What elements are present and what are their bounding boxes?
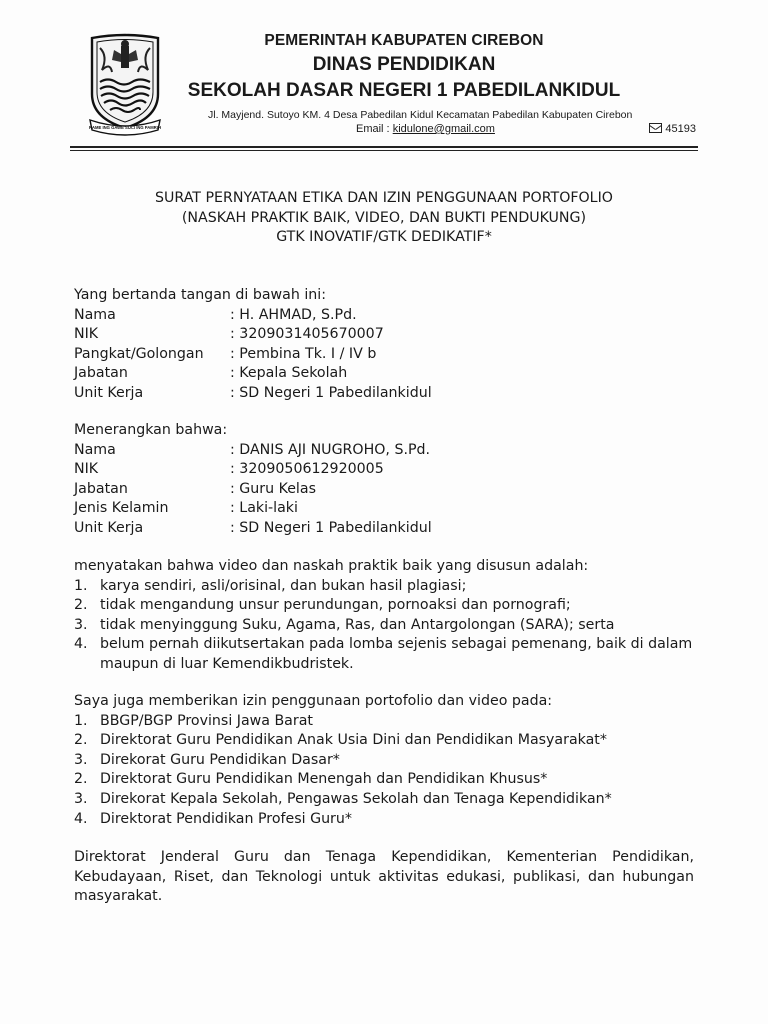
signer-field	[74, 306, 694, 326]
list-text: Direkorat Guru Pendidikan Dasar*	[100, 751, 340, 768]
subject-field	[74, 499, 694, 519]
field-label: Nama	[74, 306, 116, 323]
list-text: Direktorat Guru Pendidikan Anak Usia Dini dan Pendidikan Masyarakat*	[100, 732, 607, 749]
field-label: Nama	[74, 441, 116, 458]
list-item	[74, 790, 694, 810]
field-label: NIK	[74, 326, 99, 343]
list-number: 2.	[74, 597, 88, 614]
subject-field	[74, 441, 694, 461]
postal-code: 45193	[665, 123, 696, 135]
list-text: tidak mengandung unsur perundungan, pornoaksi dan pornografi;	[100, 597, 571, 614]
list-number: 2.	[74, 771, 88, 788]
list-item	[74, 635, 694, 674]
field-value: : SD Negeri 1 Pabedilankidul	[230, 519, 432, 536]
government-name: PEMERINTAH KABUPATEN CIREBON	[264, 32, 544, 49]
signer-field	[74, 384, 694, 404]
permission-intro: Saya juga memberikan izin penggunaan portofolio dan video pada:	[74, 693, 553, 709]
field-value: : Laki-laki	[230, 500, 298, 517]
list-text: BBGP/BGP Provinsi Jawa Barat	[100, 712, 313, 729]
school-address: Jl. Mayjend. Sutoyo KM. 4 Desa Pabedilan Kidul Kecamatan Pabedilan Kabupaten Cirebon	[208, 109, 633, 121]
list-number: 3.	[74, 751, 88, 768]
list-text: Direkorat Kepala Sekolah, Pengawas Sekolah dan Tenaga Kependidikan*	[100, 790, 612, 807]
list-number: 2.	[74, 732, 88, 749]
list-number: 3.	[74, 616, 88, 633]
list-number: 3.	[74, 790, 88, 807]
list-number: 4.	[74, 810, 88, 827]
field-label: Jabatan	[74, 480, 128, 497]
list-item	[74, 751, 694, 771]
letterhead-divider-thin	[70, 150, 698, 151]
field-label: Jabatan	[74, 365, 128, 382]
field-label: Unit Kerja	[74, 384, 144, 401]
field-value: : Kepala Sekolah	[230, 365, 348, 382]
field-label: Unit Kerja	[74, 519, 144, 536]
statement-intro: menyatakan bahwa video dan naskah praktik baik yang disusun adalah:	[74, 558, 589, 574]
field-label: NIK	[74, 461, 99, 478]
letterhead	[70, 28, 698, 144]
list-item	[74, 712, 694, 732]
list-number: 1.	[74, 712, 88, 729]
list-number: 1.	[74, 577, 88, 594]
field-value: : SD Negeri 1 Pabedilankidul	[230, 384, 432, 401]
list-text: tidak menyinggung Suku, Agama, Ras, dan Antargolongan (SARA); serta	[100, 616, 615, 633]
envelope-icon	[649, 123, 662, 133]
letterhead-divider-thick	[70, 146, 698, 148]
subject-field	[74, 519, 694, 539]
postal-code-group	[649, 123, 696, 135]
title-line-3: GTK INOVATIF/GTK DEDIKATIF*	[276, 229, 492, 246]
field-value: : Guru Kelas	[230, 480, 316, 497]
list-text: belum pernah diikutsertakan pada lomba sejenis sebagai pemenang, baik di dalam maupun di luar Kemendikbudristek.	[100, 636, 693, 672]
agency-name: DINAS PENDIDIKAN	[312, 54, 496, 75]
list-item	[74, 616, 694, 636]
list-item	[74, 577, 694, 597]
list-number: 4.	[74, 636, 88, 653]
emblem-motto: RAME ING GAWE SUCI ING PAMRIH	[88, 125, 162, 130]
list-item	[74, 770, 694, 790]
list-text: Direktorat Pendidikan Profesi Guru*	[100, 810, 352, 827]
permission-section	[74, 692, 694, 829]
list-item	[74, 731, 694, 751]
subject-field	[74, 480, 694, 500]
statement-section	[74, 557, 694, 675]
field-value: : DANIS AJI NUGROHO, S.Pd.	[230, 441, 431, 458]
subject-field	[74, 460, 694, 480]
document-title	[74, 189, 694, 248]
email-link[interactable]: kidulone@gmail.com	[392, 123, 495, 135]
title-line-2: (NASKAH PRAKTIK BAIK, VIDEO, DAN BUKTI PENDUKUNG)	[181, 209, 587, 226]
field-label: Jenis Kelamin	[74, 500, 169, 517]
subject-intro: Menerangkan bahwa:	[74, 422, 228, 438]
list-item	[74, 596, 694, 616]
field-value: : H. AHMAD, S.Pd.	[230, 306, 357, 323]
signer-field	[74, 325, 694, 345]
signer-intro: Yang bertanda tangan di bawah ini:	[74, 287, 326, 303]
list-item	[74, 810, 694, 830]
field-label: Pangkat/Golongan	[74, 345, 204, 362]
signer-field	[74, 345, 694, 365]
email-line	[356, 123, 495, 135]
signer-section	[74, 286, 694, 404]
subject-section	[74, 421, 694, 539]
contact-row	[208, 123, 696, 139]
field-value: : 3209050612920005	[230, 461, 384, 478]
list-text: Direktorat Guru Pendidikan Menengah dan Pendidikan Khusus*	[100, 771, 548, 788]
email-label: Email :	[356, 123, 393, 135]
signer-field	[74, 364, 694, 384]
field-value: : Pembina Tk. I / IV b	[230, 345, 377, 362]
school-name: SEKOLAH DASAR NEGERI 1 PABEDILANKIDUL	[187, 80, 621, 101]
title-line-1: SURAT PERNYATAAN ETIKA DAN IZIN PENGGUNAAN PORTOFOLIO	[155, 190, 613, 206]
closing-paragraph: Direktorat Jenderal Guru dan Tenaga Kependidikan, Kementerian Pendidikan, Kebudayaan, Riset, dan Teknologi untuk aktivitas edukasi, publikasi, dan hubungan masyarakat.	[74, 849, 694, 905]
list-text: karya sendiri, asli/orisinal, dan bukan hasil plagiasi;	[100, 577, 467, 594]
field-value: : 3209031405670007	[230, 326, 384, 343]
